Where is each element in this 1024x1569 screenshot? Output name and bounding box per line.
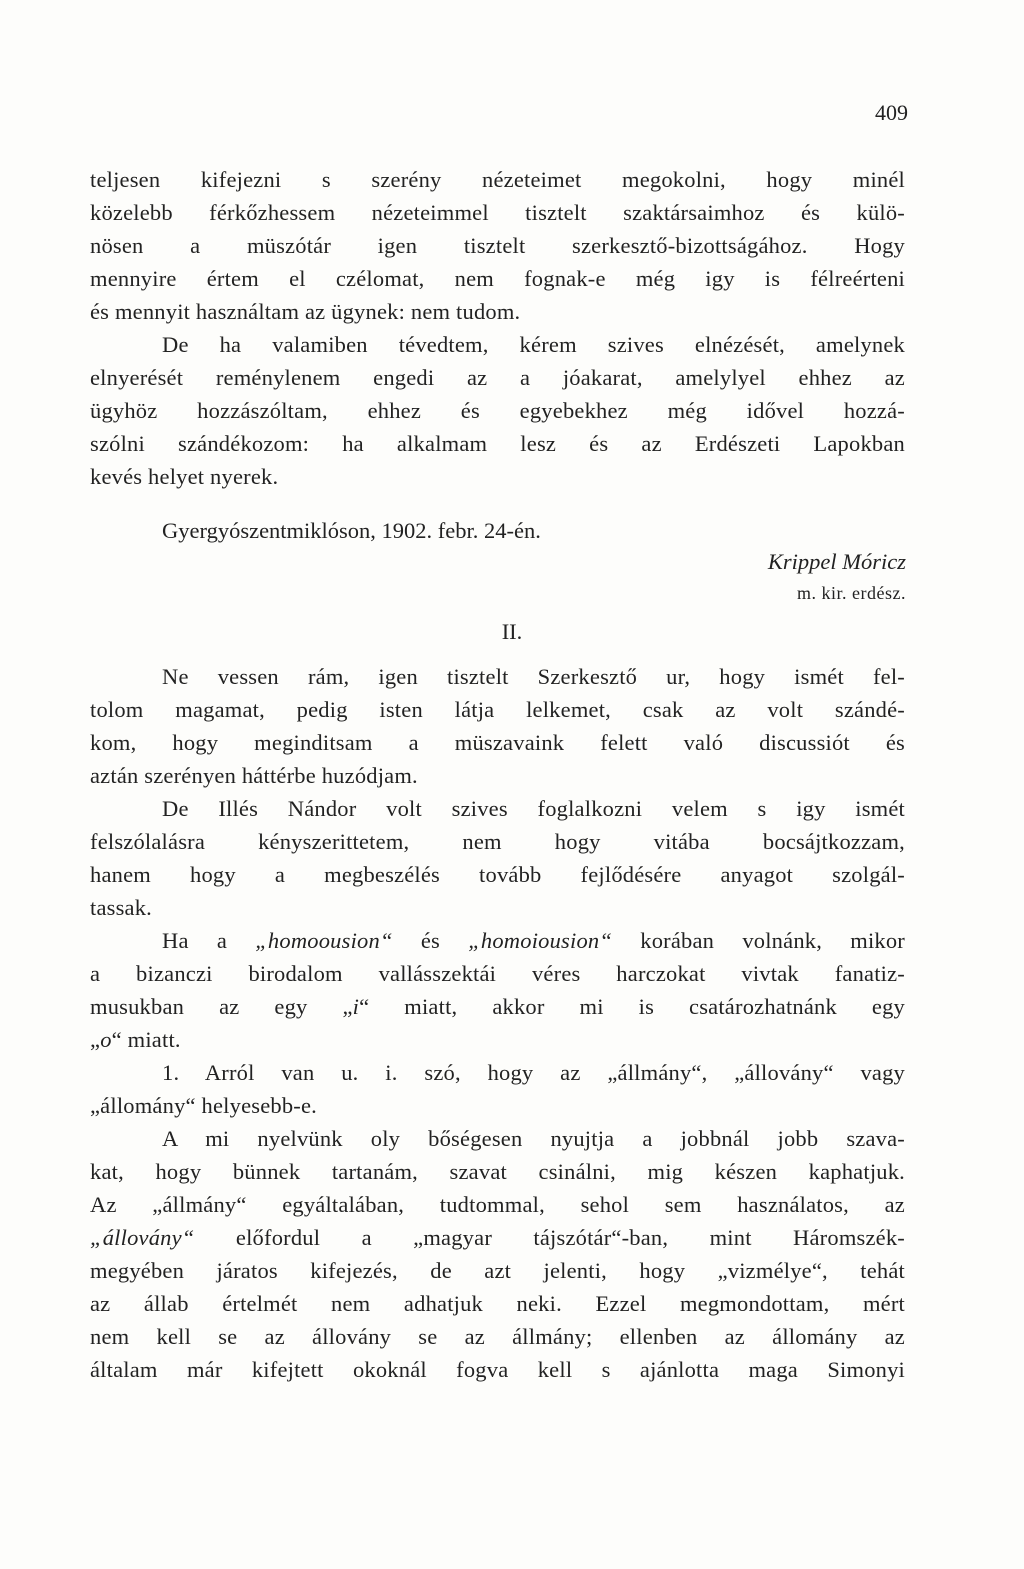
text-line (90, 1023, 905, 1056)
text-fragment: musukban az egy „ (90, 994, 353, 1019)
text-line: elnyerését reménylenem engedi az a jóakarat, amelylyel ehhez az (90, 365, 905, 390)
text-fragment: Ha a (162, 928, 256, 953)
text-line: nem kell se az állovány se az állmány; ellenben az állomány az (90, 1324, 905, 1349)
signature-name: Krippel Móricz (767, 549, 906, 574)
paragraph-4 (90, 792, 905, 924)
text-line: hanem hogy a megbeszélés tovább fejlődésére anyagot szolgál- (90, 862, 905, 887)
paragraph-7 (90, 1122, 905, 1386)
text-line: teljesen kifejezni s szerény nézeteimet megokolni, hogy minél (90, 167, 905, 192)
text-fragment: „ (90, 1027, 101, 1052)
text-line (90, 924, 905, 957)
text-block-part-1 (90, 163, 905, 493)
text-fragment: “ miatt. (111, 1027, 181, 1052)
text-line: Az „állmány“ egyáltalában, tudtommal, sehol sem használatos, az (90, 1192, 905, 1217)
italic-letter: i (352, 994, 360, 1019)
dateline: Gyergyószentmiklóson, 1902. febr. 24-én. (162, 518, 541, 543)
text-line: az állab értelmét nem adhatjuk neki. Ezzel megmondottam, mért (90, 1291, 905, 1316)
text-line: általam már kifejtett okoknál fogva kell s ajánlotta maga Simonyi (90, 1357, 905, 1382)
text-line: mennyire értem el czélomat, nem fognak-e még igy is félreérteni (90, 266, 905, 291)
text-fragment: korában volnánk, mikor (612, 928, 905, 953)
text-line: és mennyit használtam az ügynek: nem tudom. (90, 299, 521, 324)
text-line: tolom magamat, pedig isten látja lelkemet, csak az volt szándé- (90, 697, 905, 722)
text-line: De Illés Nándor volt szives foglalkozni velem s igy ismét (162, 796, 905, 821)
text-line: megyében járatos kifejezés, de azt jelenti, hogy „vizmélye“, tehát (90, 1258, 905, 1283)
text-line: Ne vessen rám, igen tisztelt Szerkesztő ur, hogy ismét fel- (162, 664, 905, 689)
text-line: a bizanczi birodalom vallásszektái véres harczokat vivtak fanatiz- (90, 961, 905, 986)
italic-term: „állovány“ (90, 1225, 195, 1250)
text-line: kom, hogy meginditsam a müszavaink felett való discussiót és (90, 730, 905, 755)
text-line: közelebb férkőzhessem nézeteimmel tisztelt szaktársaimhoz és külö- (90, 200, 905, 225)
text-line: tassak. (90, 895, 153, 920)
text-line (90, 990, 905, 1023)
italic-term: „homoousion“ (255, 928, 393, 953)
text-line: szólni szándékozom: ha alkalmam lesz és az Erdészeti Lapokban (90, 431, 905, 456)
text-line: nösen a müszótár igen tisztelt szerkesztő-bizottságához. Hogy (90, 233, 905, 258)
paragraph-1 (90, 163, 905, 328)
text-line: ügyhöz hozzászóltam, ehhez és egyebekhez még idővel hozzá- (90, 398, 905, 423)
text-fragment: “ miatt, akkor mi is csatározhatnánk egy (359, 994, 906, 1019)
paragraph-2 (90, 328, 905, 493)
italic-term: „homoiousion“ (468, 928, 613, 953)
paragraph-3 (90, 660, 905, 792)
text-block-part-2 (90, 660, 905, 1386)
paragraph-6 (90, 1056, 905, 1122)
text-line: A mi nyelvünk oly bőségesen nyujtja a jobbnál jobb szava- (162, 1126, 905, 1151)
paragraph-5 (90, 924, 905, 1056)
italic-letter: o (100, 1027, 112, 1052)
text-line: „állomány“ helyesebb-e. (90, 1093, 317, 1118)
text-line: felszólalásra kényszerittetem, nem hogy vitába bocsájtkozzam, (90, 829, 905, 854)
text-fragment: előfordul a „magyar tájszótár“-ban, mint Háromszék- (194, 1225, 905, 1250)
section-heading: II. (501, 619, 523, 644)
text-line: De ha valamiben tévedtem, kérem szives elnézését, amelynek (162, 332, 905, 357)
text-line: 1. Arról van u. i. szó, hogy az „állmány“, „állovány“ vagy (162, 1060, 905, 1085)
text-line: aztán szerényen háttérbe huzódjam. (90, 763, 418, 788)
text-line: kat, hogy bünnek tartanám, szavat csinálni, mig készen kaphatjuk. (90, 1159, 905, 1184)
page-number: 409 (875, 100, 908, 125)
signature-title: m. kir. erdész. (797, 583, 906, 603)
text-line: kevés helyet nyerek. (90, 464, 279, 489)
text-fragment: és (392, 928, 469, 953)
text-line (90, 1221, 905, 1254)
